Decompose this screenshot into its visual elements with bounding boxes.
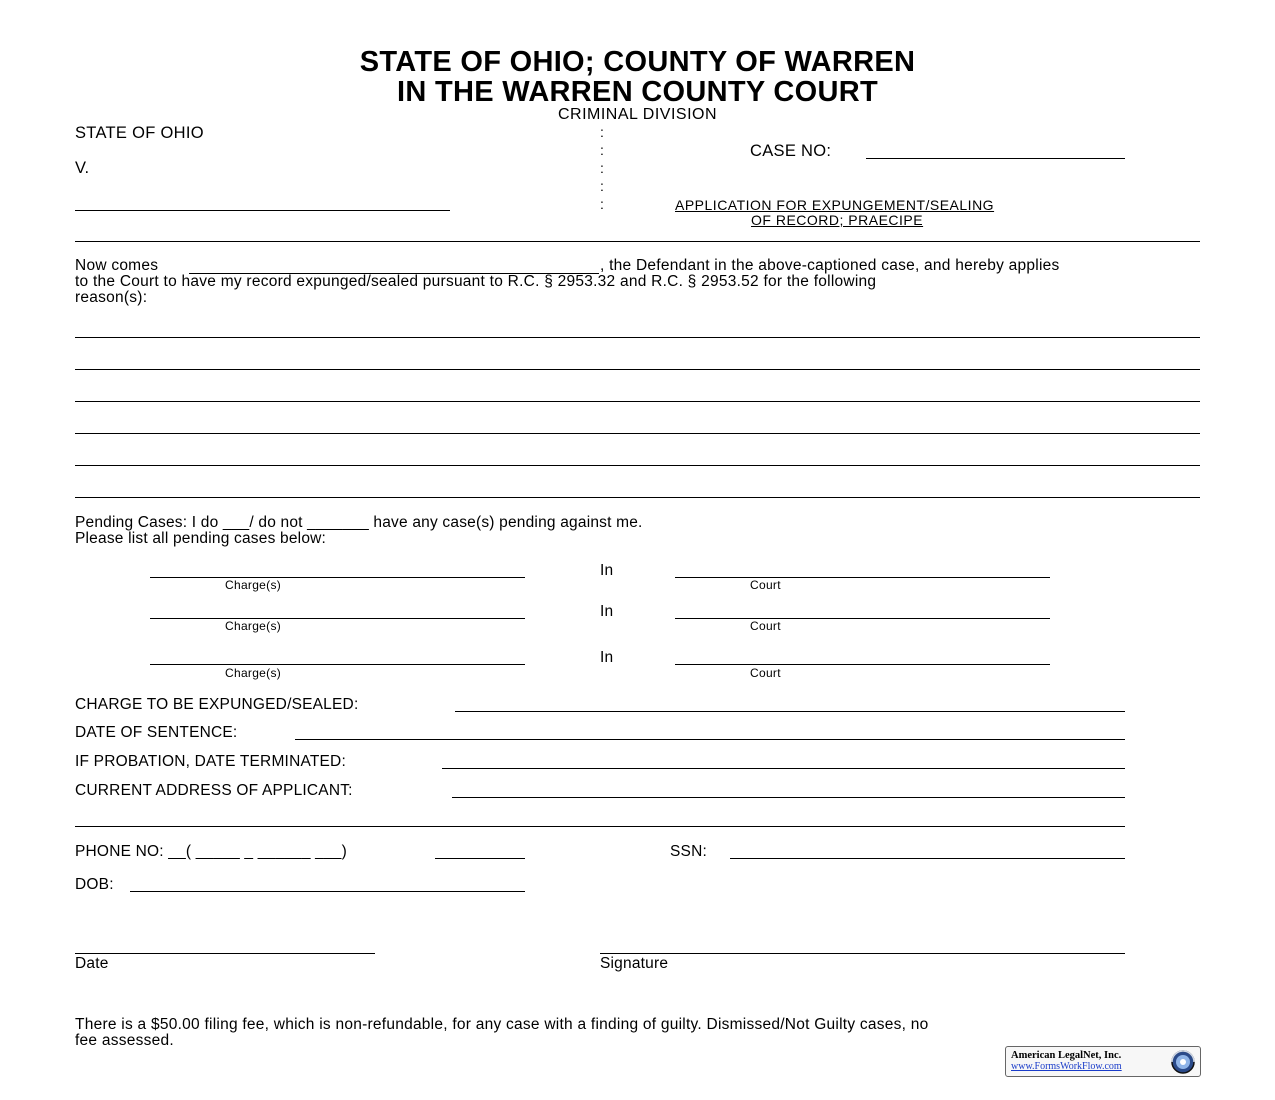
caption-colon: :: [600, 196, 604, 212]
logo-url-link[interactable]: www.FormsWorkFlow.com: [1011, 1061, 1122, 1072]
caption-colon: :: [600, 178, 604, 194]
in-label: In: [600, 649, 614, 666]
caption-colon: :: [600, 124, 604, 140]
court-label: Court: [750, 666, 781, 680]
reason-line[interactable]: [75, 337, 1200, 338]
reason-line[interactable]: [75, 369, 1200, 370]
date-signature-line[interactable]: [75, 953, 375, 954]
filing-fee-notice-line1: There is a $50.00 filing fee, which is non-refundable, for any case with a finding of guilty. Dismissed/Not Guilty cases, no: [75, 1016, 929, 1033]
reason-line[interactable]: [75, 497, 1200, 498]
probation-label: IF PROBATION, DATE TERMINATED:: [75, 753, 346, 770]
intro-line3: reason(s):: [75, 289, 148, 306]
caption-colon: :: [600, 142, 604, 158]
pending-court-line[interactable]: [675, 664, 1050, 665]
charge-label: Charge(s): [225, 619, 282, 633]
plaintiff-label: STATE OF OHIO: [75, 124, 204, 142]
court-label: Court: [750, 578, 781, 592]
versus-label: V.: [75, 159, 90, 177]
court-heading-line1: STATE OF OHIO; COUNTY OF WARREN: [359, 46, 916, 78]
ssn-label: SSN:: [670, 843, 707, 860]
date-label: Date: [75, 955, 109, 972]
date-of-sentence-field[interactable]: [295, 739, 1125, 740]
probation-date-field[interactable]: [442, 768, 1125, 769]
division-label: CRIMINAL DIVISION: [557, 106, 718, 123]
charge-label: Charge(s): [225, 578, 282, 592]
signature-label: Signature: [600, 955, 669, 972]
intro-prefix: Now comes: [75, 257, 159, 274]
signature-line[interactable]: [600, 953, 1125, 954]
in-label: In: [600, 603, 614, 620]
caption-colon: :: [600, 160, 604, 176]
in-label: In: [600, 562, 614, 579]
case-no-field[interactable]: [866, 158, 1125, 159]
address-field[interactable]: [452, 797, 1125, 798]
caption-divider: [75, 241, 1200, 242]
intro-line2: to the Court to have my record expunged/sealed pursuant to R.C. § 2953.32 and R.C. § 2953.52 for the following: [75, 273, 877, 290]
address-label: CURRENT ADDRESS OF APPLICANT:: [75, 782, 353, 799]
pending-cases-statement: Pending Cases: I do ___/ do not _______ have any case(s) pending against me.: [75, 514, 643, 531]
pending-charge-line[interactable]: [150, 664, 525, 665]
ssn-field[interactable]: [730, 858, 1125, 859]
charge-to-expunge-field[interactable]: [455, 711, 1125, 712]
pending-court-line[interactable]: [675, 618, 1050, 619]
charge-label: Charge(s): [225, 666, 282, 680]
application-title-line2: OF RECORD; PRAECIPE: [751, 212, 924, 228]
intro-suffix: , the Defendant in the above-captioned case, and hereby applies: [600, 257, 1060, 274]
reason-line[interactable]: [75, 433, 1200, 434]
reason-line[interactable]: [75, 465, 1200, 466]
reason-line[interactable]: [75, 401, 1200, 402]
application-title-line1: APPLICATION FOR EXPUNGEMENT/SEALING: [675, 197, 995, 213]
dob-label: DOB:: [75, 876, 114, 893]
filing-fee-notice-line2: fee assessed.: [75, 1032, 174, 1049]
address-field-line2[interactable]: [75, 826, 1125, 827]
pending-charge-line[interactable]: [150, 618, 525, 619]
globe-icon: [1168, 1048, 1198, 1076]
case-no-label: CASE NO:: [750, 142, 832, 160]
pending-charge-line[interactable]: [150, 577, 525, 578]
dob-field[interactable]: [130, 891, 525, 892]
pending-court-line[interactable]: [675, 577, 1050, 578]
defendant-name-line[interactable]: [75, 210, 450, 211]
american-legalnet-logo[interactable]: [1005, 1046, 1201, 1077]
logo-company-name: American LegalNet, Inc.: [1011, 1050, 1122, 1061]
court-heading-line2: IN THE WARREN COUNTY COURT: [397, 76, 878, 108]
phone-field-tail[interactable]: [435, 858, 525, 859]
charge-to-expunge-label: CHARGE TO BE EXPUNGED/SEALED:: [75, 696, 359, 713]
pending-cases-instruction: Please list all pending cases below:: [75, 530, 327, 547]
date-of-sentence-label: DATE OF SENTENCE:: [75, 724, 238, 741]
phone-label: PHONE NO: __( _____ _ ______ ___): [75, 843, 347, 860]
court-label: Court: [750, 619, 781, 633]
